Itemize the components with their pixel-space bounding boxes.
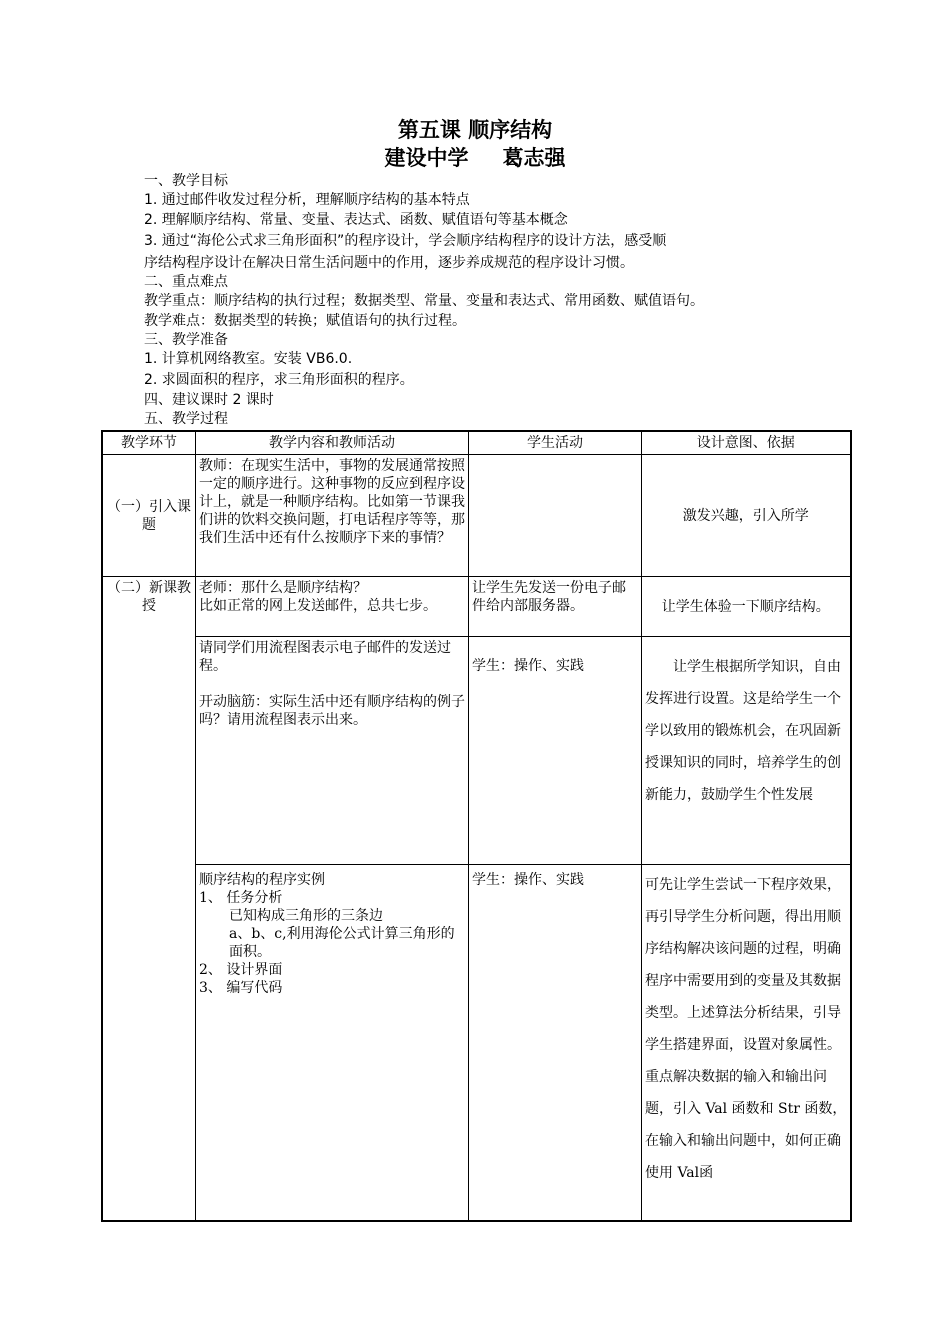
student-cell <box>469 455 642 577</box>
content-paragraph: 请同学们用流程图表示电子邮件的发送过程。 <box>199 640 451 674</box>
header-design: 设计意图、依据 <box>642 431 851 455</box>
prep-2: 2. 求圆面积的程序，求三角形面积的程序。 <box>144 372 414 388</box>
content-paragraph: 开动脑筋：实际生活中还有顺序结构的例子吗？请用流程图表示出来。 <box>199 694 465 728</box>
focus-key: 教学重点：顺序结构的执行过程；数据类型、常量、变量和表达式、常用函数、赋值语句。 <box>144 293 704 309</box>
section-heading-process: 五、教学过程 <box>144 411 228 427</box>
school-name: 建设中学 <box>384 146 469 170</box>
focus-difficulty: 教学难点：数据类型的转换；赋值语句的执行过程。 <box>144 313 466 329</box>
goal-3: 3. 通过“海伦公式求三角形面积”的程序设计，学会顺序结构程序的设计方法，感受顺 <box>144 233 667 249</box>
student-cell: 让学生先发送一份电子邮件给内部服务器。 <box>469 577 642 637</box>
header-stage: 教学环节 <box>102 431 196 455</box>
design-cell: 让学生根据所学知识，自由发挥进行设置。这是给学生一个学以致用的锻炼机会，在巩固新授课知识的同时，培养学生的创新能力，鼓励学生个性发展 <box>642 637 851 865</box>
prep-1: 1. 计算机网络教室。安装 VB6.0. <box>144 351 353 367</box>
content-cell <box>196 577 469 637</box>
content-cell <box>196 865 469 1221</box>
table-row <box>102 455 851 577</box>
student-cell: 学生：操作、实践 <box>469 637 642 865</box>
content-subitem: 已知构成三角形的三条边 <box>229 908 383 924</box>
section-heading-goals: 一、教学目标 <box>144 173 228 189</box>
table-row <box>102 865 851 1221</box>
content-line: 老师：那什么是顺序结构？ <box>199 580 367 596</box>
content-cell: 教师：在现实生活中，事物的发展通常按照一定的顺序进行。这种事物的反应到程序设计上，就是一种顺序结构。比如第一节课我们讲的饮料交换问题，打电话程序等等，那我们生活中还有什么按顺序下来的事情？ <box>196 455 469 577</box>
content-subitem: a、b、c,利用海伦公式计算三角形的面积。 <box>229 926 455 960</box>
header-student: 学生活动 <box>469 431 642 455</box>
design-cell: 让学生体验一下顺序结构。 <box>642 577 851 637</box>
section-heading-focus: 二、重点难点 <box>144 274 228 290</box>
table-row <box>102 577 851 637</box>
goal-1: 1. 通过邮件收发过程分析，理解顺序结构的基本特点 <box>144 192 470 208</box>
content-item: 1、 任务分析 <box>199 890 283 906</box>
design-cell: 可先让学生尝试一下程序效果，再引导学生分析问题，得出用顺序结构解决该问题的过程，明确程序中需要用到的变量及其数据类型。上述算法分析结果，引导学生搭建界面，设置对象属性。重点解决数据的输入和输出问题，引入 Val 函数和 Str 函数，在输入和输出问题中，如何正确使用 Val函 <box>642 865 851 1221</box>
design-cell: 激发兴趣，引入所学 <box>642 455 851 577</box>
goal-3-cont: 序结构程序设计在解决日常生活问题中的作用，逐步养成规范的程序设计习惯。 <box>144 255 634 271</box>
content-item: 3、 编写代码 <box>199 980 283 996</box>
student-cell: 学生：操作、实践 <box>469 865 642 1221</box>
section-heading-hours: 四、建议课时 2 课时 <box>144 392 274 408</box>
content-cell <box>196 637 469 865</box>
stage-cell: （一）引入课题 <box>102 455 196 577</box>
doc-byline <box>0 145 950 171</box>
content-title: 顺序结构的程序实例 <box>199 872 325 888</box>
header-content: 教学内容和教师活动 <box>196 431 469 455</box>
section-heading-prep: 三、教学准备 <box>144 332 228 348</box>
table-header-row <box>102 431 851 455</box>
author-name: 葛志强 <box>502 146 566 170</box>
table-row <box>102 637 851 865</box>
content-line: 比如正常的网上发送邮件，总共七步。 <box>199 598 437 614</box>
doc-title: 第五课 顺序结构 <box>397 118 553 142</box>
goal-2: 2. 理解顺序结构、常量、变量、表达式、函数、赋值语句等基本概念 <box>144 212 568 228</box>
stage-cell: （二）新课教授 <box>102 577 196 1221</box>
content-item: 2、 设计界面 <box>199 962 283 978</box>
teaching-process-table <box>101 430 852 1222</box>
